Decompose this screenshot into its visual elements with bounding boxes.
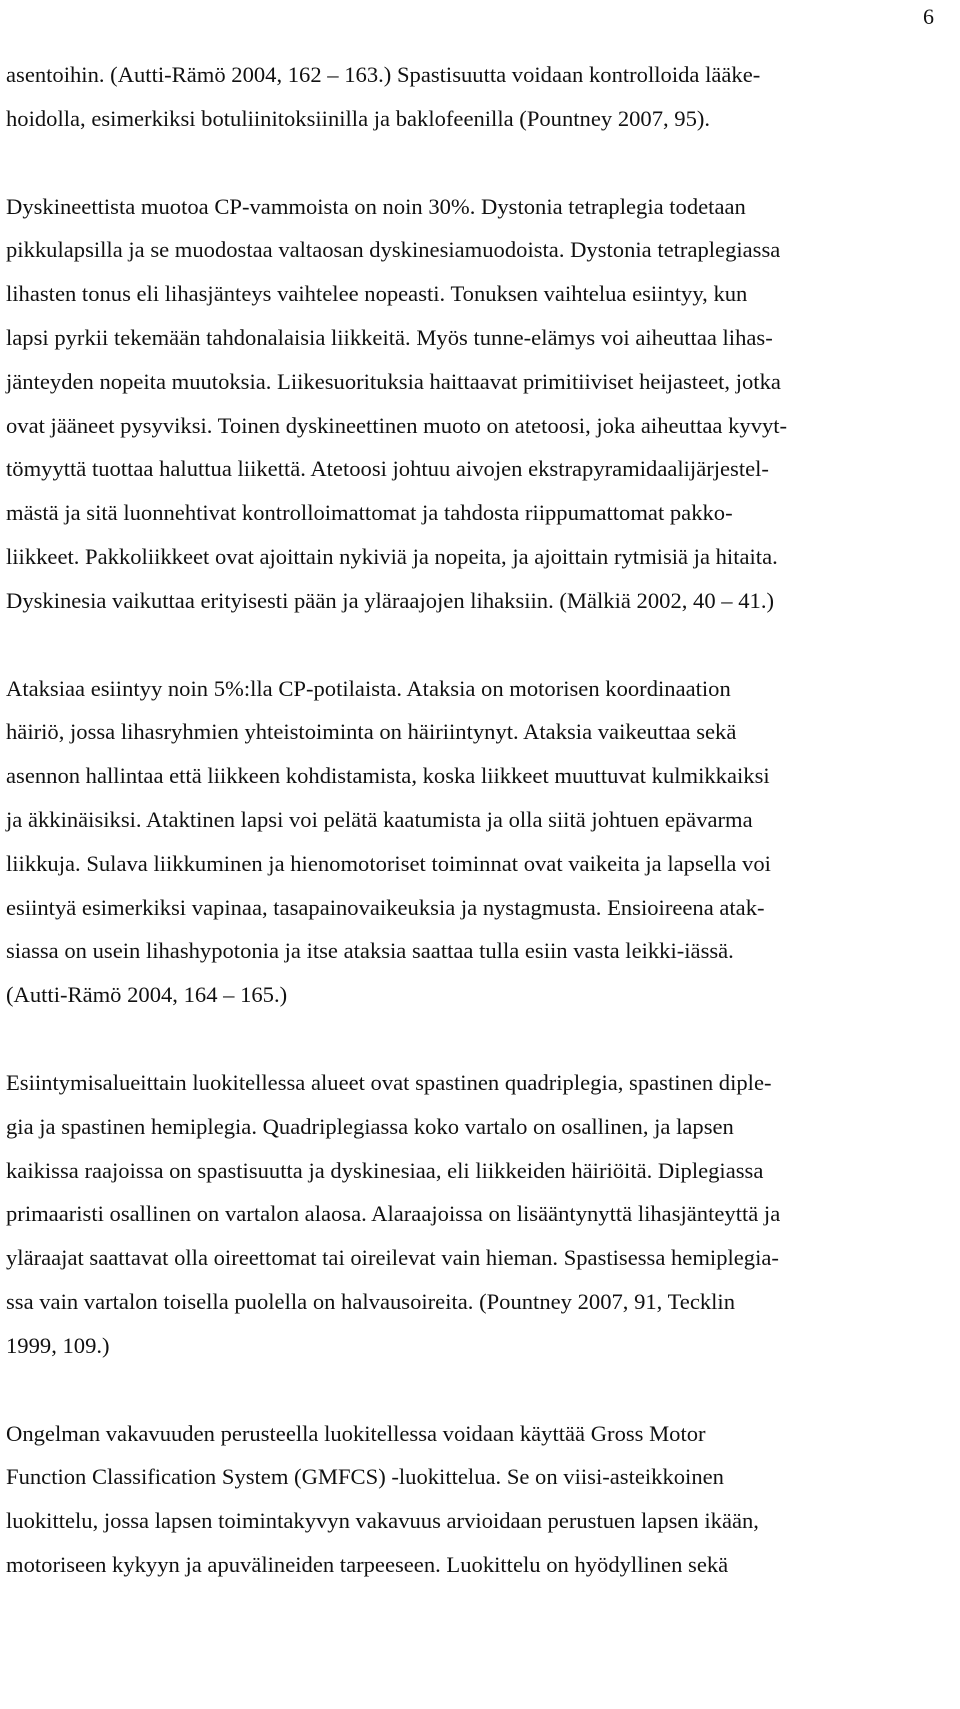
text-line: tömyyttä tuottaa haluttua liikettä. Atetoosi johtuu aivojen ekstrapyramidaalijärjestel- (6, 456, 769, 482)
text-line: hoidolla, esimerkiksi botuliinitoksiinilla ja baklofeenilla (Pountney 2007, 95). (6, 105, 711, 131)
text-line: ssa vain vartalon toisella puolella on halvausoireita. (Pountney 2007, 91, Tecklin (6, 1288, 736, 1314)
text-line: lapsi pyrkii tekemään tahdonalaisia liikkeitä. Myös tunne-elämys voi aiheuttaa lihas- (6, 324, 773, 350)
paragraph-3 (0, 667, 960, 1017)
text-line: yläraajat saattavat olla oireettomat tai oireilevat vain hieman. Spastisessa hemiplegia- (6, 1245, 779, 1271)
text-line: kaikissa raajoissa on spastisuutta ja dyskinesiaa, eli liikkeiden häiriöitä. Diplegiassa (6, 1157, 764, 1183)
text-line: Dyskineettista muotoa CP-vammoista on noin 30%. Dystonia tetraplegia todetaan (6, 193, 746, 219)
text-line: liikkeet. Pakkoliikkeet ovat ajoittain nykiviä ja nopeita, ja ajoittain rytmisiä ja hitaita. (6, 543, 778, 569)
text-line: asennon hallintaa että liikkeen kohdistamista, koska liikkeet muuttuvat kulmikkaiksi (6, 763, 770, 789)
text-line: primaaristi osallinen on vartalon alaosa. Alaraajoissa on lisääntynyttä lihasjänteyttä ja (6, 1201, 781, 1227)
text-line: Function Classification System (GMFCS) -luokittelua. Se on viisi-asteikkoinen (6, 1464, 724, 1490)
text-line: Ongelman vakavuuden perusteella luokitellessa voidaan käyttää Gross Motor (6, 1420, 706, 1446)
text-line: gia ja spastinen hemiplegia. Quadriplegiassa koko vartalo on osallinen, ja lapsen (6, 1113, 734, 1139)
paragraph-4 (0, 1061, 960, 1368)
page-number: 6 (923, 4, 934, 29)
text-line: ja äkkinäisiksi. Ataktinen lapsi voi pelätä kaatumista ja olla siitä johtuen epävarma (6, 806, 753, 832)
text-line: siassa on usein lihashypotonia ja itse ataksia saattaa tulla esiin vasta leikki-iässä. (6, 938, 734, 964)
text-line: 1999, 109.) (6, 1332, 110, 1358)
text-line: jänteyden nopeita muutoksia. Liikesuorituksia haittaavat primitiiviset heijasteet, jotka (6, 368, 781, 394)
text-line: Dyskinesia vaikuttaa erityisesti pään ja yläraajojen lihaksiin. (Mälkiä 2002, 40 – 41.) (6, 587, 774, 613)
text-line: (Autti-Rämö 2004, 164 – 165.) (6, 982, 288, 1008)
text-line: lihasten tonus eli lihasjänteys vaihtelee nopeasti. Tonuksen vaihtelua esiintyy, kun (6, 281, 748, 307)
paragraph-2 (0, 185, 960, 623)
paragraph-1 (0, 53, 960, 141)
paragraph-5 (0, 1412, 960, 1587)
text-line: esiintyä esimerkiksi vapinaa, tasapainovaikeuksia ja nystagmusta. Ensioireena atak- (6, 894, 765, 920)
text-line: motoriseen kykyyn ja apuvälineiden tarpeeseen. Luokittelu on hyödyllinen sekä (6, 1551, 729, 1577)
paragraph-gap (0, 1017, 960, 1061)
paragraph-gap (0, 623, 960, 667)
text-line: pikkulapsilla ja se muodostaa valtaosan dyskinesiamuodoista. Dystonia tetraplegiassa (6, 237, 781, 263)
text-line: mästä ja sitä luonnehtivat kontrolloimattomat ja tahdosta riippumattomat pakko- (6, 500, 733, 526)
document-body (0, 53, 960, 1587)
text-line: luokittelu, jossa lapsen toimintakyvyn vakavuus arvioidaan perustuen lapsen ikään, (6, 1508, 759, 1534)
paragraph-gap (0, 1368, 960, 1412)
text-line: Esiintymisalueittain luokitellessa alueet ovat spastinen quadriplegia, spastinen diple- (6, 1069, 772, 1095)
text-line: ovat jääneet pysyviksi. Toinen dyskineettinen muoto on atetoosi, joka aiheuttaa kyvyt- (6, 412, 788, 438)
text-line: asentoihin. (Autti-Rämö 2004, 162 – 163.) Spastisuutta voidaan kontrolloida lääke- (6, 62, 761, 87)
text-line: häiriö, jossa lihasryhmien yhteistoiminta on häiriintynyt. Ataksia vaikeuttaa sekä (6, 719, 737, 745)
text-line: liikkuja. Sulava liikkuminen ja hienomotoriset toiminnat ovat vaikeita ja lapsella voi (6, 850, 771, 876)
paragraph-gap (0, 141, 960, 185)
text-line: Ataksiaa esiintyy noin 5%:lla CP-potilaista. Ataksia on motorisen koordinaation (6, 675, 731, 701)
